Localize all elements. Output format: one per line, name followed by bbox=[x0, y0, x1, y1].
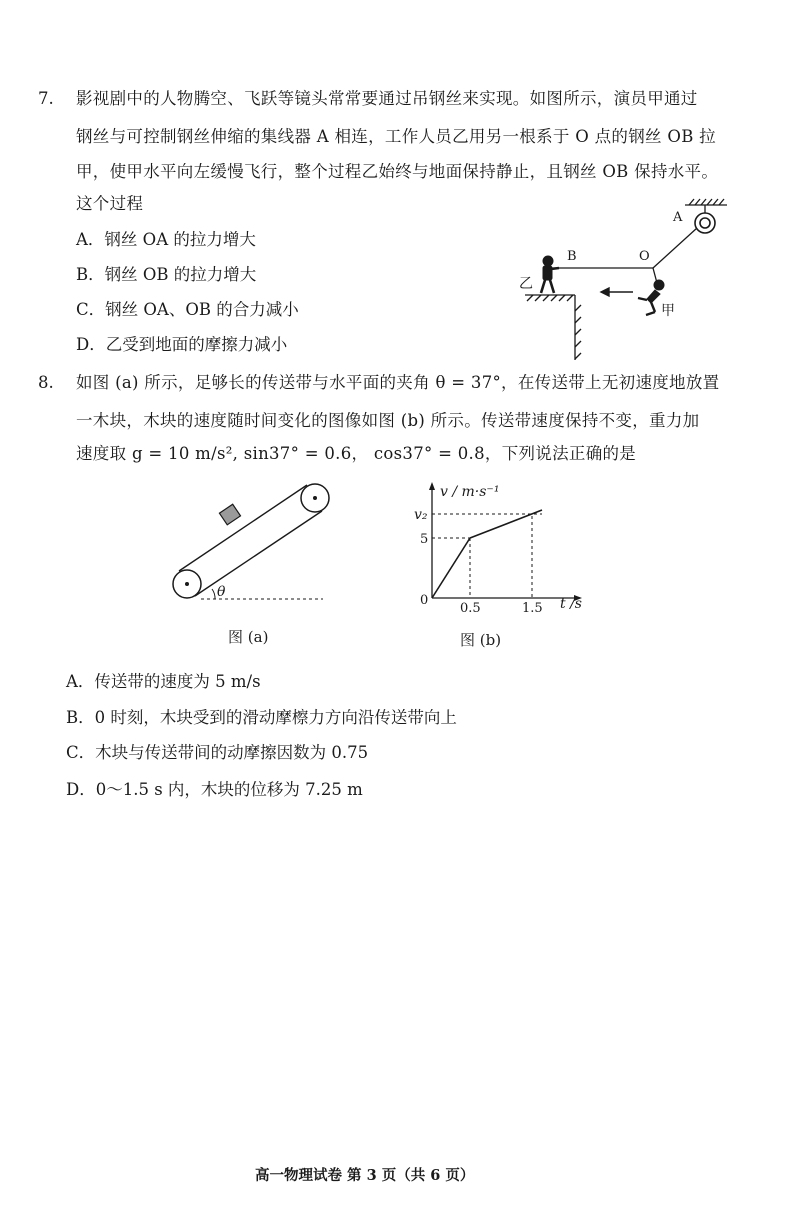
question-7-line-4: 这个过程 bbox=[76, 194, 144, 213]
label-a: A bbox=[673, 210, 683, 225]
belt-bottom bbox=[195, 511, 322, 596]
ground-ledge bbox=[525, 295, 581, 360]
velocity-segment-1 bbox=[432, 538, 470, 598]
angle-arc bbox=[212, 589, 215, 599]
belt-top bbox=[179, 485, 307, 571]
question-8-line-3: 速度取 g = 10 m/s², sin37° = 0.6， cos37° = 0.8，下列说法正确的是 bbox=[76, 444, 637, 463]
question-7-option-c: C．钢丝 OA、OB 的合力减小 bbox=[76, 300, 299, 319]
x-axis-label: t /s bbox=[560, 596, 582, 612]
person-yi-icon bbox=[541, 256, 559, 293]
page-footer: 高一物理试卷 第 3 页（共 6 页） bbox=[255, 1167, 475, 1184]
question-7-option-d: D．乙受到地面的摩擦力减小 bbox=[76, 335, 288, 354]
x-tick-1-5: 1.5 bbox=[522, 601, 543, 616]
question-8-line-2: 一木块，木块的速度随时间变化的图像如图 (b) 所示。传送带速度保持不变，重力加 bbox=[76, 411, 700, 430]
y-tick-v2: v₂ bbox=[414, 507, 428, 523]
question-7-number: 7. bbox=[38, 89, 54, 108]
wire-oa bbox=[653, 228, 697, 268]
figure-a-caption: 图 (a) bbox=[228, 628, 269, 646]
question-7-line-1: 影视剧中的人物腾空、飞跃等镜头常常要通过吊钢丝来实现。如图所示，演员甲通过 bbox=[76, 89, 698, 108]
question-8-line-1: 如图 (a) 所示，足够长的传送带与水平面的夹角 θ = 37°，在传送带上无初速度地放置 bbox=[76, 373, 720, 392]
motion-arrow bbox=[601, 288, 633, 296]
label-yi: 乙 bbox=[519, 276, 533, 292]
ceiling-hatch bbox=[685, 199, 727, 213]
question-7-option-b: B．钢丝 OB 的拉力增大 bbox=[76, 265, 257, 284]
figure-a-conveyor bbox=[165, 478, 335, 613]
question-8-number: 8. bbox=[38, 373, 54, 392]
question-7-line-3: 甲，使甲水平向左缓慢飞行，整个过程乙始终与地面保持静止，且钢丝 OB 保持水平。 bbox=[76, 162, 719, 181]
label-jia: 甲 bbox=[661, 303, 675, 319]
question-8-option-c: C．木块与传送带间的动摩擦因数为 0.75 bbox=[66, 743, 369, 762]
origin-label: 0 bbox=[420, 593, 429, 608]
y-tick-5: 5 bbox=[420, 532, 429, 547]
x-tick-0-5: 0.5 bbox=[460, 601, 481, 616]
question-8-option-b: B．0 时刻，木块受到的滑动摩檫力方向沿传送带向上 bbox=[66, 708, 457, 727]
y-axis-label: v / m·s⁻¹ bbox=[440, 484, 500, 500]
winch-a-icon bbox=[695, 213, 715, 233]
question-7-option-a: A．钢丝 OA 的拉力增大 bbox=[76, 230, 256, 249]
label-b: B bbox=[567, 249, 577, 264]
figure-b-caption: 图 (b) bbox=[460, 631, 502, 649]
question-8-option-a: A．传送带的速度为 5 m/s bbox=[66, 672, 261, 691]
figure-b-vt-graph bbox=[410, 478, 600, 618]
wood-block bbox=[219, 504, 240, 525]
label-o: O bbox=[639, 249, 650, 264]
question-7-figure bbox=[505, 195, 735, 365]
question-7-line-2: 钢丝与可控制钢丝伸缩的集线器 A 相连，工作人员乙用另一根系于 O 点的钢丝 OB 拉 bbox=[76, 127, 716, 146]
angle-label: θ bbox=[217, 584, 226, 600]
question-8-option-d: D．0～1.5 s 内，木块的位移为 7.25 m bbox=[66, 780, 363, 799]
